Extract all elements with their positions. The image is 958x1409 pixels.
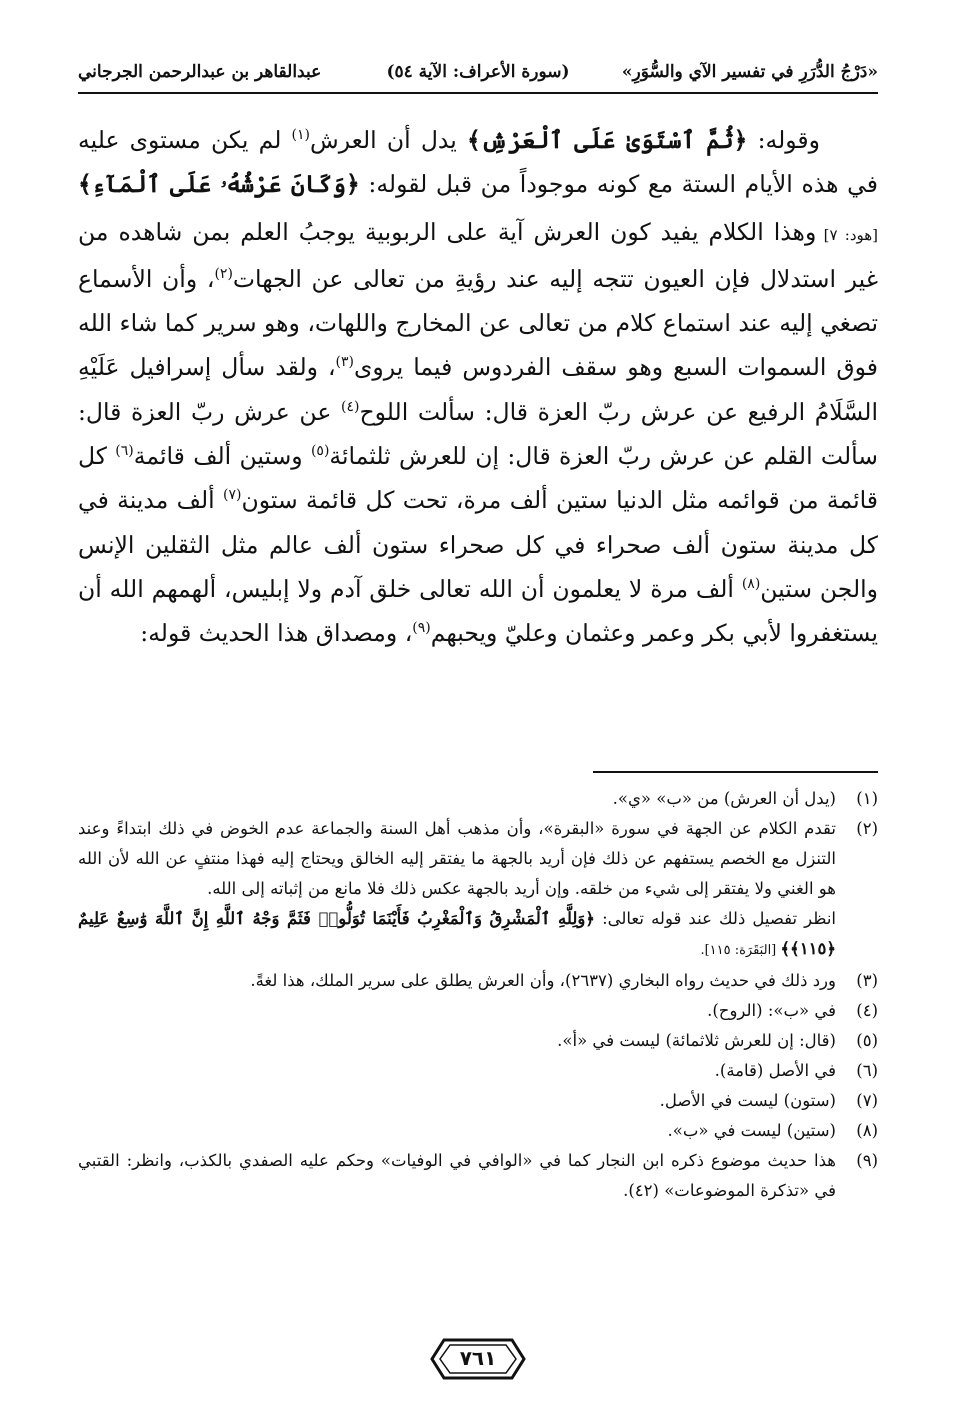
text-run: ، وأن الأسماع تصغي إليه عند استماع كلام من تعالى عن المخارج واللهات، وهو سرير كما شاء الله فوق السموات السبع وهو سقف الفردوس فيما يروى [78, 264, 878, 382]
header-divider [78, 92, 878, 94]
footnote-marker: (٩) [412, 620, 431, 637]
footnote-marker: (٧) [223, 487, 242, 504]
footnote-number: (٦) [856, 1061, 878, 1080]
text-run: عن عرش ربّ العزة قال: سألت القلم عن عرش ربّ العزة قال: إن للعرش ثلثمائة [78, 397, 878, 471]
footnote [78, 996, 878, 1026]
footnote-marker: (٥) [310, 443, 330, 460]
footnote-text: ورد ذلك في حديث رواه البخاري (٢٦٣٧)، وأن العرش يطلق على سرير الملك، هذا لغةً. [250, 971, 836, 990]
footnote-text: انظر تفصيل ذلك عند قوله تعالى: [594, 909, 836, 928]
footnote-marker: (٨) [741, 576, 761, 593]
footnote [78, 1116, 878, 1146]
footnote-text: (يدل أن العرش) من «ب» «ي». [612, 789, 836, 808]
text-run: ألف مرة لا يعلمون أن الله تعالى خلق آدم ولا إبليس، ألهمهم الله أن يستغفروا لأبي بكر وعمر وعثمان وعليّ ويحبهم [78, 574, 878, 648]
text-run: كل قائمة من قوائمه مثل الدنيا ستين ألف مرة، تحت كل قائمة ستون [78, 442, 879, 515]
quran-verse: ﴿ثُمَّ ٱسْتَوَىٰ عَلَى ٱلْعَرْشِ﴾ [466, 126, 748, 154]
paragraph [78, 118, 878, 656]
footnote-number: (٢) [856, 819, 878, 838]
footnote [78, 1026, 878, 1056]
footnote-number: (٥) [856, 1031, 878, 1050]
verse-reference: [هود: ٧] [816, 225, 879, 244]
text-run: ، ومصداق هذا الحديث قوله: [140, 619, 413, 648]
running-header [78, 62, 878, 90]
text-run: لم يكن مستوى عليه في هذه الأيام الستة مع كونه موجوداً من قبل لقوله: [78, 126, 878, 199]
footnote-marker: (٢) [214, 266, 233, 283]
text-run: ، ولقد سأل إسرافيل عَلَيْهِ السَّلَامُ الرفيع عن عرش ربّ العزة قال: سألت اللوح [78, 353, 878, 426]
footnote-number: (٧) [856, 1091, 878, 1110]
footnote [78, 1086, 878, 1116]
footnote-marker: (١) [291, 127, 311, 144]
text-run: ألف مدينة في كل مدينة ستون ألف صحراء في كل صحراء ستون ألف عالم مثل الثقلين الإنس والجن ستين [78, 486, 879, 603]
footnote [78, 784, 878, 814]
footnote-number: (٣) [856, 971, 878, 990]
surah-reference: (سورة الأعراف: الآية ٥٤) [386, 62, 570, 82]
author-name: عبدالقاهر بن عبدالرحمن الجرجاني [78, 62, 322, 82]
footnote-text: (قال: إن للعرش ثلاثمائة) ليست في «أ». [557, 1031, 836, 1050]
footnote-marker: (٣) [335, 354, 355, 371]
main-text [78, 118, 878, 656]
quran-verse: ﴿وَكَانَ عَرْشُهُۥ عَلَى ٱلْمَآءِ﴾ [78, 170, 360, 199]
verse-reference: [البَقَرَة: ١١٥]. [700, 943, 781, 958]
footnote-text: في الأصل (قامة). [714, 1061, 836, 1080]
text-run: وهذا الكلام يفيد كون العرش آية على الربوبية يوجبُ العلم بمن شاهده من غير استدلال فإن العيون تتجه إليه عند رؤيةِ من تعالى عن الجهات [78, 217, 878, 293]
page-number-ornament [430, 1336, 526, 1382]
page-number: ٧٦١ [459, 1346, 497, 1370]
footnote-marker: (٦) [115, 443, 134, 460]
footnote-marker: (٤) [341, 398, 360, 415]
footnote [78, 1056, 878, 1086]
footnote-divider [593, 771, 878, 773]
footnote-number: (٤) [856, 1001, 878, 1020]
footnote-text: هذا حديث موضوع ذكره ابن النجار كما في «الوافي في الوفيات» وحكم عليه الصفدي بالكذب، وانظر: القتبي في «تذكرة الموضوعات» (٤٢). [78, 1151, 836, 1200]
book-title: «دَرْجُ الدُّرَرِ في تفسير الآي والسُّوَرِ» [621, 62, 878, 82]
footnotes [78, 784, 878, 1206]
footnote-text: تقدم الكلام عن الجهة في سورة «البقرة»، وأن مذهب أهل السنة والجماعة عدم الخوض في ذلك ابتداءً وعند التنزل مع الخصم يستفهم عن ذلك فإن أريد بالجهة ما يفتقر إليه الخالق ويحتاج إليه فهذا منتفٍ عن الله لأن الله هو الغني ولا يفتقر إلى شيء من خلقه. وإن أريد بالجهة عكس ذلك فلا مانع من إثباته إلى الله. [78, 819, 836, 898]
text-run: وقوله: [747, 126, 820, 154]
footnote-text: في «ب»: (الروح). [707, 1001, 836, 1020]
footnote-number: (٩) [856, 1151, 878, 1170]
quran-verse: ﴿وَلِلَّهِ ٱلْمَشْرِقُ وَٱلْمَغْرِبُ فَأَيْنَمَا تُوَلُّوا۟ فَثَمَّ وَجْهُ ٱللَّهِ إِنَّ ٱللَّهَ وَٰسِعٌ عَلِيمٌ ﴿١١٥﴾﴾ [78, 909, 836, 958]
footnote-text: (ستون) ليست في الأصل. [659, 1091, 836, 1110]
footnote [78, 1146, 878, 1206]
footnote-text: (ستين) ليست في «ب». [667, 1121, 836, 1140]
footnote-number: (٨) [856, 1121, 878, 1140]
footnote [78, 966, 878, 996]
footnote-number: (١) [856, 789, 878, 808]
text-run: وستين ألف قائمة [133, 442, 311, 471]
footnote [78, 814, 878, 966]
text-run: يدل أن العرش [310, 126, 467, 154]
